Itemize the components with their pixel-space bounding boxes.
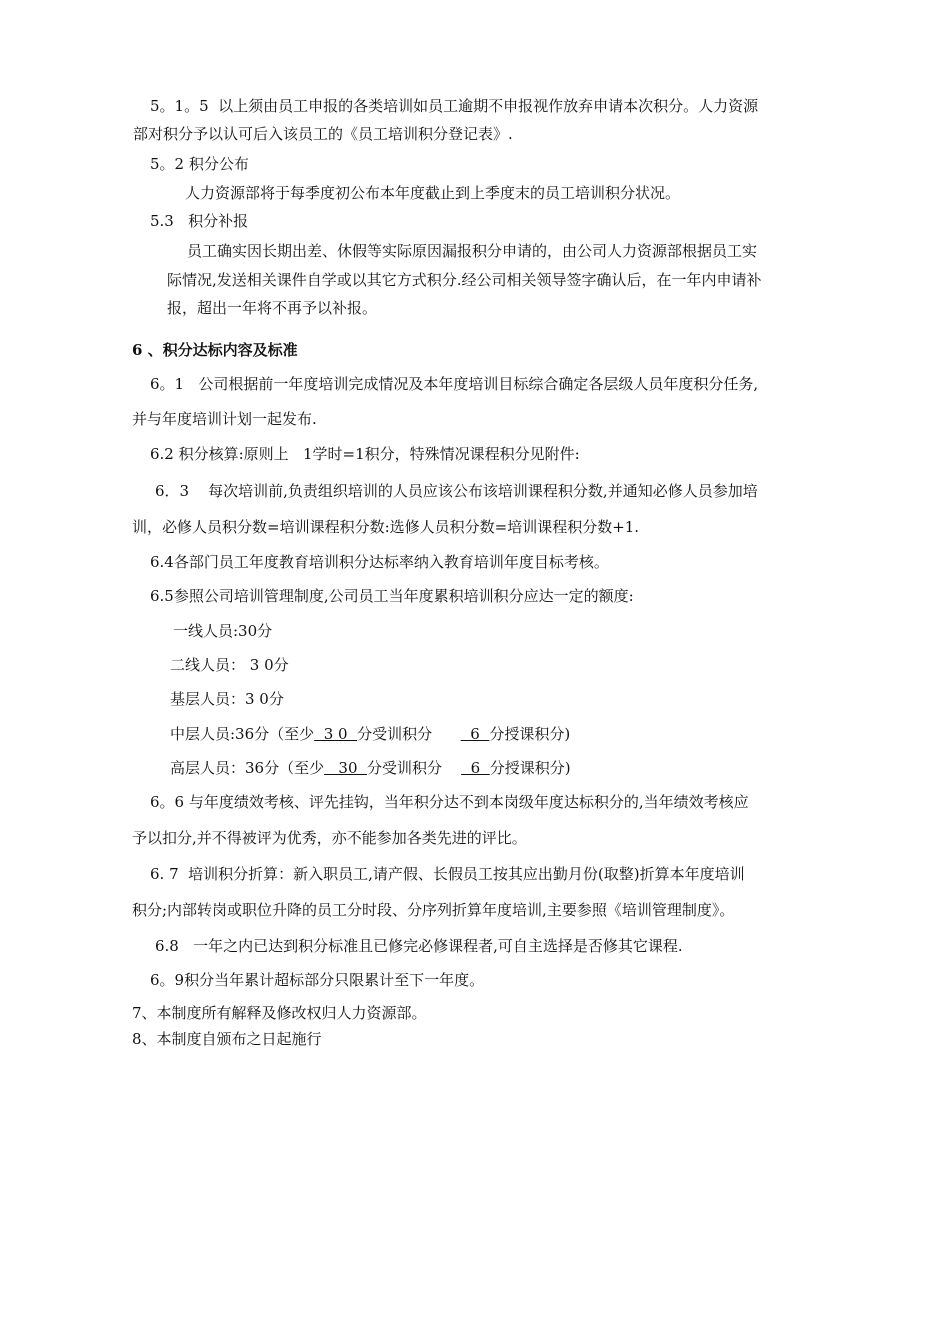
section-8: 8、本制度自颁布之日起施行 <box>132 1030 322 1048</box>
section-6-title: 6 、积分达标内容及标准 <box>132 341 298 359</box>
para-6-5: 6.5参照公司培训管理制度,公司员工当年度累积培训积分应达一定的额度: <box>150 587 634 605</box>
para-5-1-5-line2: 部对积分予以认可后入该员工的《员工培训积分登记表》. <box>133 125 513 143</box>
para-6-8: 6.8 一年之内已达到积分标准且已修完必修课程者,可自主选择是否修其它课程. <box>155 937 683 955</box>
quota-line5-suffix: 分授课积分) <box>489 759 571 777</box>
section-7: 7、本制度所有解释及修改权归人力资源部。 <box>132 1004 427 1022</box>
quota-line3: 基层人员：3 0分 <box>170 690 284 708</box>
para-6-3-line2: 训，必修人员积分数=培训课程积分数:选修人员积分数=培训课程积分数+1. <box>132 518 640 536</box>
quota-line5-teaching-points: 6 <box>461 759 490 777</box>
para-6-7-line1: 6. 7 培训积分折算：新入职员工,请产假、长假员工按其应出勤月份(取整)折算本年度培训 <box>150 865 745 883</box>
para-6-1-line2: 并与年度培训计划一起发布. <box>132 410 317 428</box>
para-6-6-line2: 予以扣分,并不得被评为优秀，亦不能参加各类先进的评比。 <box>132 829 527 847</box>
para-5-1-5-line1: 5。1。5 以上须由员工申报的各类培训如员工逾期不申报视作放弃申请本次积分。人力资源 <box>150 97 759 115</box>
quota-line4-training-points: 3 0 <box>314 725 358 743</box>
para-6-7-line2: 积分;内部转岗或职位升降的员工分时段、分序列折算年度培训,主要参照《培训管理制度》。 <box>132 901 735 919</box>
quota-line4-prefix: 中层人员:36分（至少 <box>170 725 315 743</box>
quota-line4-middle: 分受训积分 <box>357 725 461 743</box>
para-6-4: 6.4各部门员工年度教育培训积分达标率纳入教育培训年度目标考核。 <box>150 553 609 571</box>
para-5-3-line3: 报，超出一年将不再予以补报。 <box>167 299 378 317</box>
para-6-3-line1: 6．3 每次培训前,负责组织培训的人员应该公布该培训课程积分数,并通知必修人员参加培 <box>155 482 758 500</box>
para-5-2: 人力资源部将于每季度初公布本年度截止到上季度末的员工培训积分状况。 <box>185 184 681 202</box>
para-6-9: 6。9积分当年累计超标部分只限累计至下一年度。 <box>150 971 485 989</box>
quota-line2: 二线人员： 3 0分 <box>170 656 289 674</box>
para-5-3-line2: 际情况,发送相关课件自学或以其它方式积分.经公司相关领导签字确认后，在一年内申请补 <box>167 271 762 289</box>
quota-line5-prefix: 高层人员：36分（至少 <box>170 759 325 777</box>
quota-line4-suffix: 分授课积分) <box>489 725 571 743</box>
heading-5-2: 5。2 积分公布 <box>150 155 249 173</box>
quota-line5 <box>170 758 571 778</box>
para-5-3-line1: 员工确实因长期出差、休假等实际原因漏报积分申请的，由公司人力资源部根据员工实 <box>187 242 758 260</box>
heading-5-3: 5.3 积分补报 <box>150 212 249 230</box>
quota-line5-middle: 分受训积分 <box>367 759 462 777</box>
quota-line4 <box>170 724 570 744</box>
quota-line1: 一线人员:30分 <box>173 622 273 640</box>
para-6-6-line1: 6。6 与年度绩效考核、评先挂钩，当年积分达不到本岗级年度达标积分的,当年绩效考核应 <box>150 793 749 811</box>
para-6-1-line1: 6。1 公司根据前一年度培训完成情况及本年度培训目标综合确定各层级人员年度积分任务, <box>150 375 759 393</box>
quota-line4-teaching-points: 6 <box>460 725 490 743</box>
quota-line5-training-points: 30 <box>324 759 368 777</box>
para-6-2: 6.2 积分核算:原则上 1学时=1积分，特殊情况课程积分见附件: <box>150 445 580 463</box>
